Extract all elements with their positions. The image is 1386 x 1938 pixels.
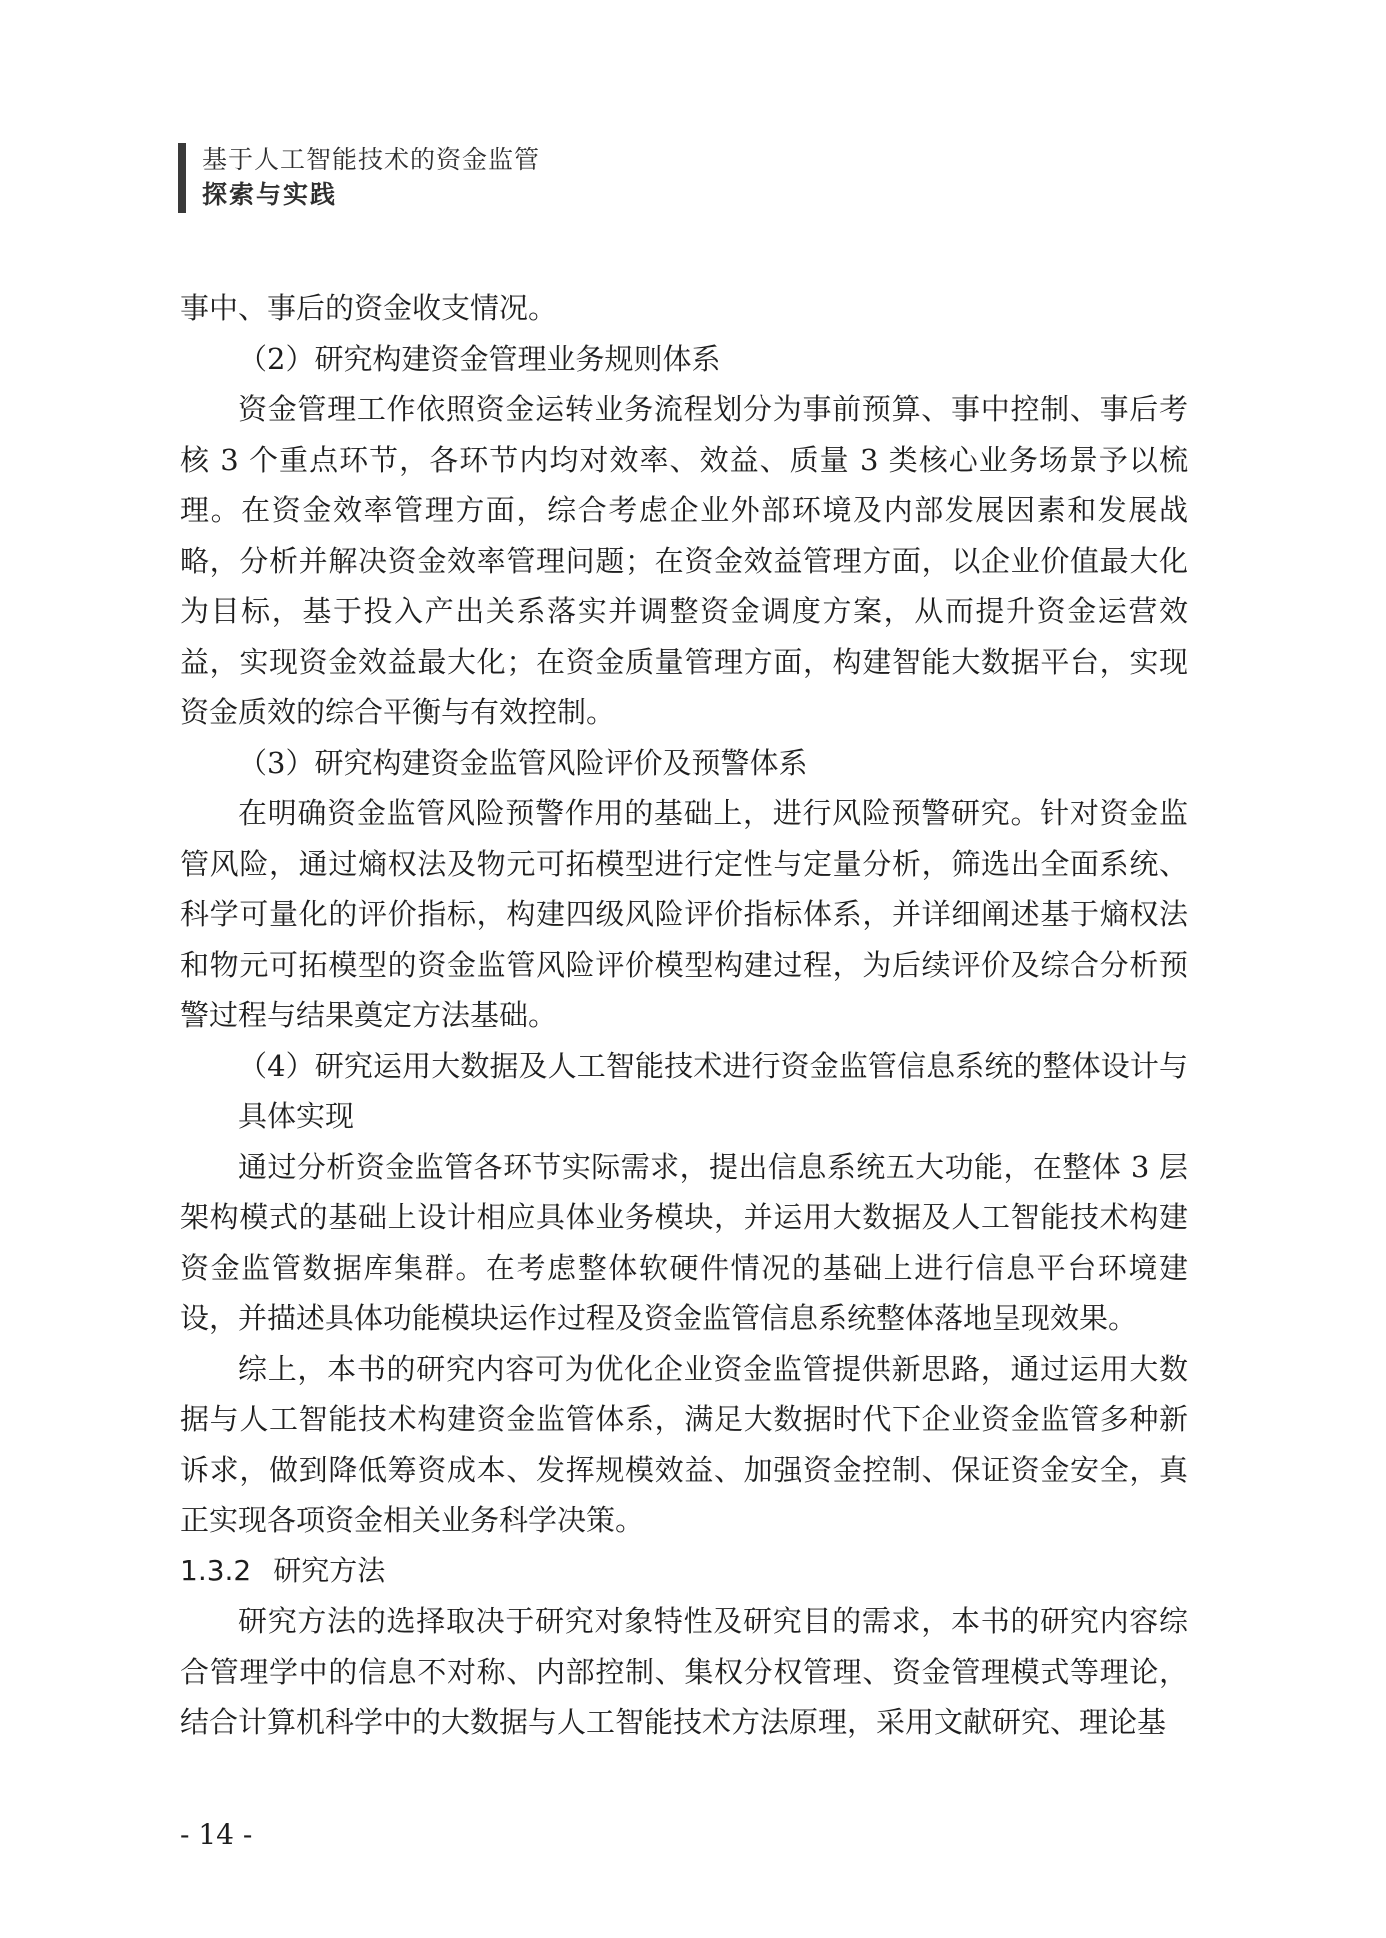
page-body	[180, 283, 1188, 1748]
paragraph-methods: 研究方法的选择取决于研究对象特性及研究目的需求，本书的研究内容综合管理学中的信息不对称、内部控制、集权分权管理、资金管理模式等理论，结合计算机科学中的大数据与人工智能技术方法原理，采用文献研究、理论基	[180, 1604, 1188, 1739]
section-number: 1.3.2	[180, 1553, 252, 1587]
subheading-3: （3）研究构建资金监管风险评价及预警体系	[238, 745, 808, 780]
subheading-2: （2）研究构建资金管理业务规则体系	[238, 341, 721, 376]
paragraph-risk-warning: 在明确资金监管风险预警作用的基础上，进行风险预警研究。针对资金监管风险，通过熵权法及物元可拓模型进行定性与定量分析，筛选出全面系统、科学可量化的评价指标，构建四级风险评价指标体系，并详细阐述基于熵权法和物元可拓模型的资金监管风险评价模型构建过程，为后续评价及综合分析预警过程与结果奠定方法基础。	[180, 796, 1188, 1032]
section-title: 研究方法	[273, 1553, 386, 1587]
paragraph-summary: 综上，本书的研究内容可为优化企业资金监管提供新思路，通过运用大数据与人工智能技术构建资金监管体系，满足大数据时代下企业资金监管多种新诉求，做到降低筹资成本、发挥规模效益、加强资金控制、保证资金安全，真正实现各项资金相关业务科学决策。	[180, 1351, 1188, 1537]
paragraph-continuation: 事中、事后的资金收支情况。	[180, 291, 558, 325]
page-number: - 14 -	[180, 1818, 253, 1851]
running-header	[178, 143, 540, 213]
paragraph-fund-rules: 资金管理工作依照资金运转业务流程划分为事前预算、事中控制、事后考核 3 个重点环节，各环节内均对效率、效益、质量 3 类核心业务场景予以梳理。在资金效率管理方面，综合考虑企业外部环境及内部发展因素和发展战略，分析并解决资金效率管理问题；在资金效益管理方面，以企业价值最大化为目标，基于投入产出关系落实并调整资金调度方案，从而提升资金运营效益，实现资金效益最大化；在资金质量管理方面，构建智能大数据平台，实现资金质效的综合平衡与有效控制。	[180, 392, 1188, 729]
running-header-title: 基于人工智能技术的资金监管	[202, 145, 541, 174]
running-header-subtitle: 探索与实践	[202, 180, 338, 209]
paragraph-system-design: 通过分析资金监管各环节实际需求，提出信息系统五大功能，在整体 3 层架构模式的基础上设计相应具体业务模块，并运用大数据及人工智能技术构建资金监管数据库集群。在考虑整体软硬件情况的基础上进行信息平台环境建设，并描述具体功能模块运作过程及资金监管信息系统整体落地呈现效果。	[180, 1149, 1188, 1335]
subheading-4: （4）研究运用大数据及人工智能技术进行资金监管信息系统的整体设计与具体实现	[238, 1048, 1188, 1133]
section-heading	[180, 1546, 1188, 1597]
